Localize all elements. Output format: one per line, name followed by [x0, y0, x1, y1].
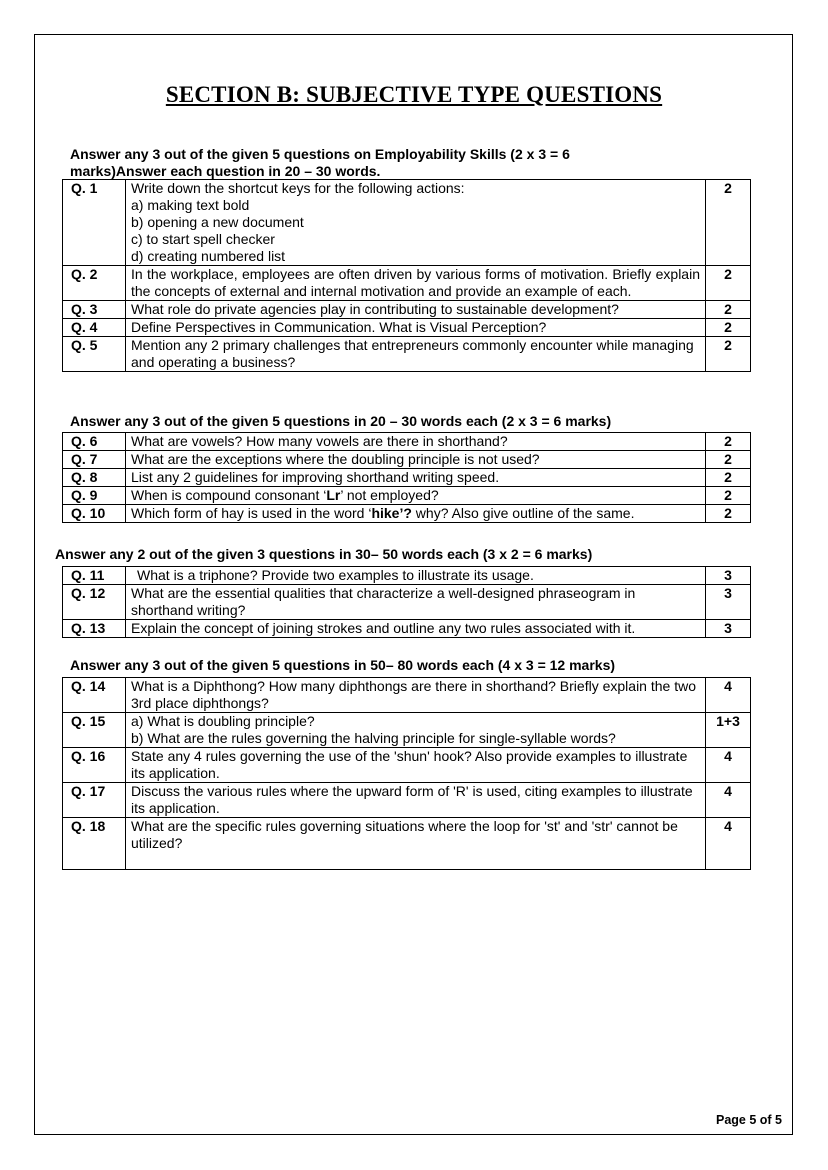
question-marks: 3: [706, 585, 751, 620]
question-marks: 2: [706, 180, 751, 266]
question-marks: 4: [706, 748, 751, 783]
question-number: Q. 12: [63, 585, 126, 620]
question-text: List any 2 guidelines for improving shorthand writing speed.: [126, 469, 706, 487]
question-text: Discuss the various rules where the upward form of 'R' is used, citing examples to illustrate its application.: [126, 783, 706, 818]
question-text: Which form of hay is used in the word ‘hike’? why? Also give outline of the same.: [126, 505, 706, 523]
question-marks: 2: [706, 433, 751, 451]
question-marks: 4: [706, 818, 751, 870]
section-title: SECTION B: SUBJECTIVE TYPE QUESTIONS: [165, 82, 663, 107]
table-row: [63, 266, 751, 301]
question-marks: 2: [706, 505, 751, 523]
question-text: What is a Diphthong? How many diphthongs are there in shorthand? Briefly explain the two 3rd place diphthongs?: [126, 678, 706, 713]
question-marks: 2: [706, 337, 751, 372]
section-4-table: [62, 677, 751, 870]
question-text: Explain the concept of joining strokes and outline any two rules associated with it.: [126, 620, 706, 638]
table-row: [63, 319, 751, 337]
table-row: [63, 585, 751, 620]
question-number: Q. 5: [63, 337, 126, 372]
question-marks: 4: [706, 783, 751, 818]
question-text: What is a triphone? Provide two examples to illustrate its usage.: [126, 567, 706, 585]
question-number: Q. 3: [63, 301, 126, 319]
question-number: Q. 14: [63, 678, 126, 713]
section-3-instruction: Answer any 2 out of the given 3 questions in 30– 50 words each (3 x 2 = 6 marks): [55, 546, 593, 562]
question-text: Write down the shortcut keys for the following actions: a) making text bold b) opening a new document c) to start spell checker d) creating numbered list: [126, 180, 706, 266]
table-row: [63, 567, 751, 585]
section-3-table: [62, 566, 751, 638]
question-text: What are the exceptions where the doubling principle is not used?: [126, 451, 706, 469]
table-row: [63, 505, 751, 523]
question-text: Mention any 2 primary challenges that entrepreneurs commonly encounter while managing and operating a business?: [126, 337, 706, 372]
table-row: [63, 783, 751, 818]
question-number: Q. 8: [63, 469, 126, 487]
question-number: Q. 18: [63, 818, 126, 870]
question-number: Q. 11: [63, 567, 126, 585]
table-row: [63, 818, 751, 870]
section-2-instruction: Answer any 3 out of the given 5 questions in 20 – 30 words each (2 x 3 = 6 marks): [70, 413, 612, 429]
question-marks: 3: [706, 567, 751, 585]
table-row: [63, 337, 751, 372]
question-text: a) What is doubling principle? b) What are the rules governing the halving principle for single-syllable words?: [126, 713, 706, 748]
question-number: Q. 16: [63, 748, 126, 783]
question-text: What role do private agencies play in contributing to sustainable development?: [126, 301, 706, 319]
section-1-instruction: Answer any 3 out of the given 5 questions on Employability Skills (2 x 3 = 6 marks)Answer each question in 20 – 30 words.: [70, 146, 570, 179]
question-marks: 2: [706, 319, 751, 337]
question-number: Q. 13: [63, 620, 126, 638]
table-row: [63, 678, 751, 713]
question-marks: 2: [706, 469, 751, 487]
table-row: [63, 487, 751, 505]
table-row: [63, 748, 751, 783]
question-text: What are the essential qualities that characterize a well-designed phraseogram in shorthand writing?: [126, 585, 706, 620]
question-number: Q. 9: [63, 487, 126, 505]
section-2-table: [62, 432, 751, 523]
question-text: What are the specific rules governing situations where the loop for 'st' and 'str' cannot be utilized?: [126, 818, 706, 870]
question-number: Q. 15: [63, 713, 126, 748]
question-number: Q. 4: [63, 319, 126, 337]
question-marks: 1+3: [706, 713, 751, 748]
question-number: Q. 1: [63, 180, 126, 266]
table-row: [63, 713, 751, 748]
question-text: Define Perspectives in Communication. What is Visual Perception?: [126, 319, 706, 337]
table-row: [63, 469, 751, 487]
question-text: What are vowels? How many vowels are there in shorthand?: [126, 433, 706, 451]
question-marks: 2: [706, 301, 751, 319]
question-number: Q. 17: [63, 783, 126, 818]
section-4-instruction: Answer any 3 out of the given 5 questions in 50– 80 words each (4 x 3 = 12 marks): [70, 657, 616, 673]
table-row: [63, 433, 751, 451]
question-marks: 2: [706, 487, 751, 505]
question-text: State any 4 rules governing the use of the 'shun' hook? Also provide examples to illustrate its application.: [126, 748, 706, 783]
table-row: [63, 451, 751, 469]
question-text: When is compound consonant ‘Lr’ not employed?: [126, 487, 706, 505]
table-row: [63, 180, 751, 266]
question-number: Q. 7: [63, 451, 126, 469]
question-number: Q. 10: [63, 505, 126, 523]
page-footer: Page 5 of 5: [715, 1113, 782, 1127]
question-marks: 3: [706, 620, 751, 638]
question-number: Q. 6: [63, 433, 126, 451]
question-marks: 2: [706, 266, 751, 301]
table-row: [63, 620, 751, 638]
question-marks: 4: [706, 678, 751, 713]
section-1-table: [62, 179, 751, 372]
question-marks: 2: [706, 451, 751, 469]
table-row: [63, 301, 751, 319]
question-number: Q. 2: [63, 266, 126, 301]
question-text: In the workplace, employees are often driven by various forms of motivation. Briefly explain the concepts of external and internal motivation and provide an example of each.: [126, 266, 706, 301]
